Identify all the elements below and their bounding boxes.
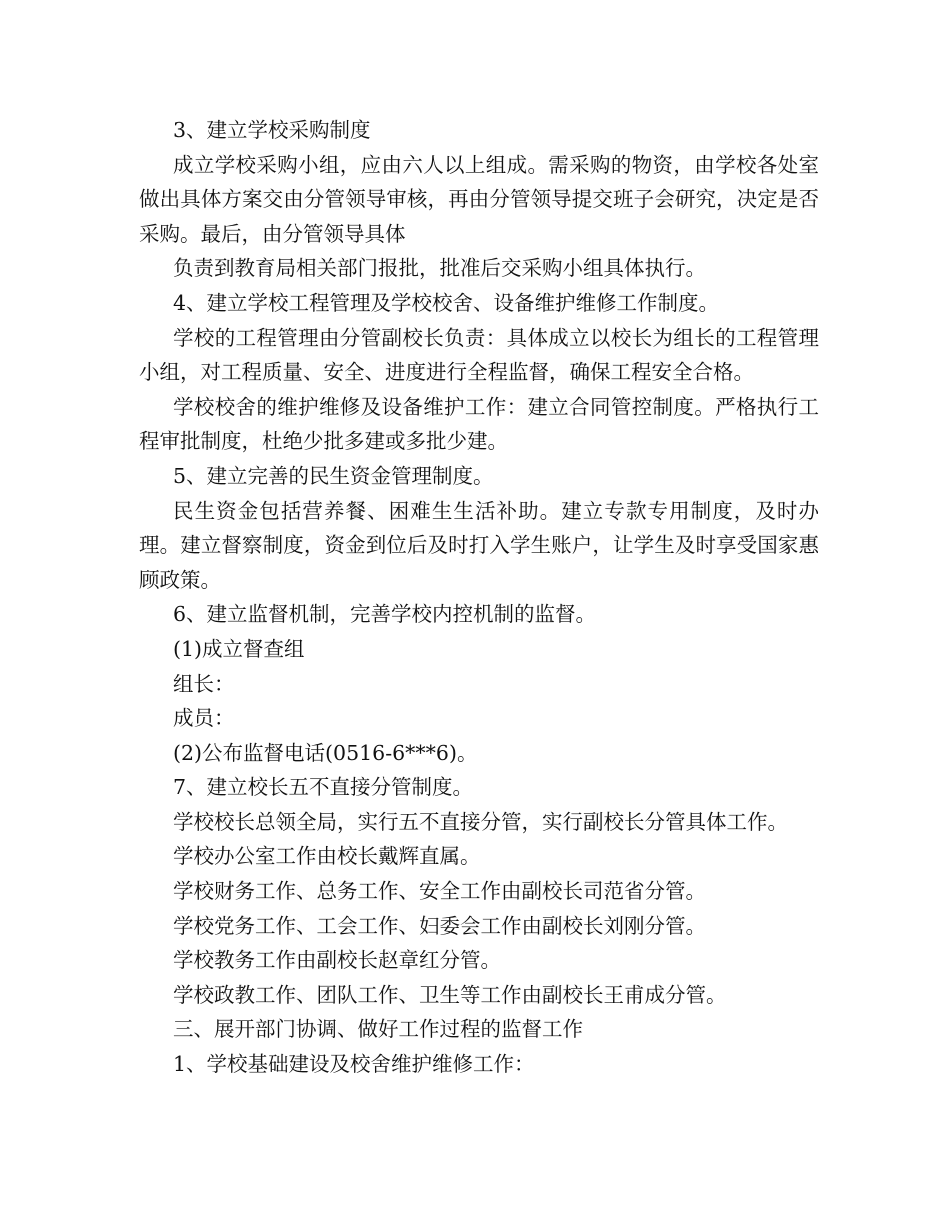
paragraph: 学校政教工作、团队工作、卫生等工作由副校长王甫成分管。	[173, 982, 727, 1007]
list-item: 成员：	[173, 706, 235, 731]
section-heading: 1、学校基础建设及校舍维护维修工作：	[173, 1052, 535, 1077]
document-body	[139, 113, 819, 1082]
section-heading: 三、展开部门协调、做好工作过程的监督工作	[173, 1017, 583, 1042]
paragraph: 学校教务工作由副校长赵章红分管。	[173, 948, 501, 973]
paragraph: 学校校长总领全局，实行五不直接分管，实行副校长分管具体工作。	[173, 809, 788, 834]
paragraph: 学校办公室工作由校长戴辉直属。	[173, 844, 481, 869]
section-heading: 3、建立学校采购制度	[173, 118, 371, 142]
paragraph: 学校党务工作、工会工作、妇委会工作由副校长刘刚分管。	[173, 913, 706, 938]
section-heading: 4、建立学校工程管理及学校校舍、设备维护维修工作制度。	[173, 290, 720, 315]
paragraph: 学校校舍的维护维修及设备维护工作：建立合同管控制度。严格执行工程审批制度，杜绝少批多建或多批少建。	[139, 394, 819, 454]
list-item: 组长：	[173, 671, 235, 696]
list-item: (1)成立督查组	[173, 636, 305, 661]
section-heading: 5、建立完善的民生资金管理制度。	[173, 463, 494, 488]
paragraph: 成立学校采购小组，应由六人以上组成。需采购的物资，由学校各处室做出具体方案交由分管领导审核，再由分管领导提交班子会研究，决定是否采购。最后，由分管领导具体	[139, 152, 819, 246]
paragraph: 民生资金包括营养餐、困难生生活补助。建立专款专用制度，及时办理。建立督察制度，资金到位后及时打入学生账户，让学生及时享受国家惠顾政策。	[139, 498, 819, 592]
paragraph: 负责到教育局相关部门报批，批准后交采购小组具体执行。	[173, 256, 706, 281]
section-heading: 7、建立校长五不直接分管制度。	[173, 775, 474, 800]
paragraph: 学校的工程管理由分管副校长负责：具体成立以校长为组长的工程管理小组，对工程质量、安全、进度进行全程监督，确保工程安全合格。	[139, 325, 819, 385]
paragraph: 学校财务工作、总务工作、安全工作由副校长司范省分管。	[173, 879, 706, 904]
section-heading: 6、建立监督机制，完善学校内控机制的监督。	[173, 602, 597, 627]
list-item: (2)公布监督电话(0516-6***6)。	[173, 740, 478, 765]
